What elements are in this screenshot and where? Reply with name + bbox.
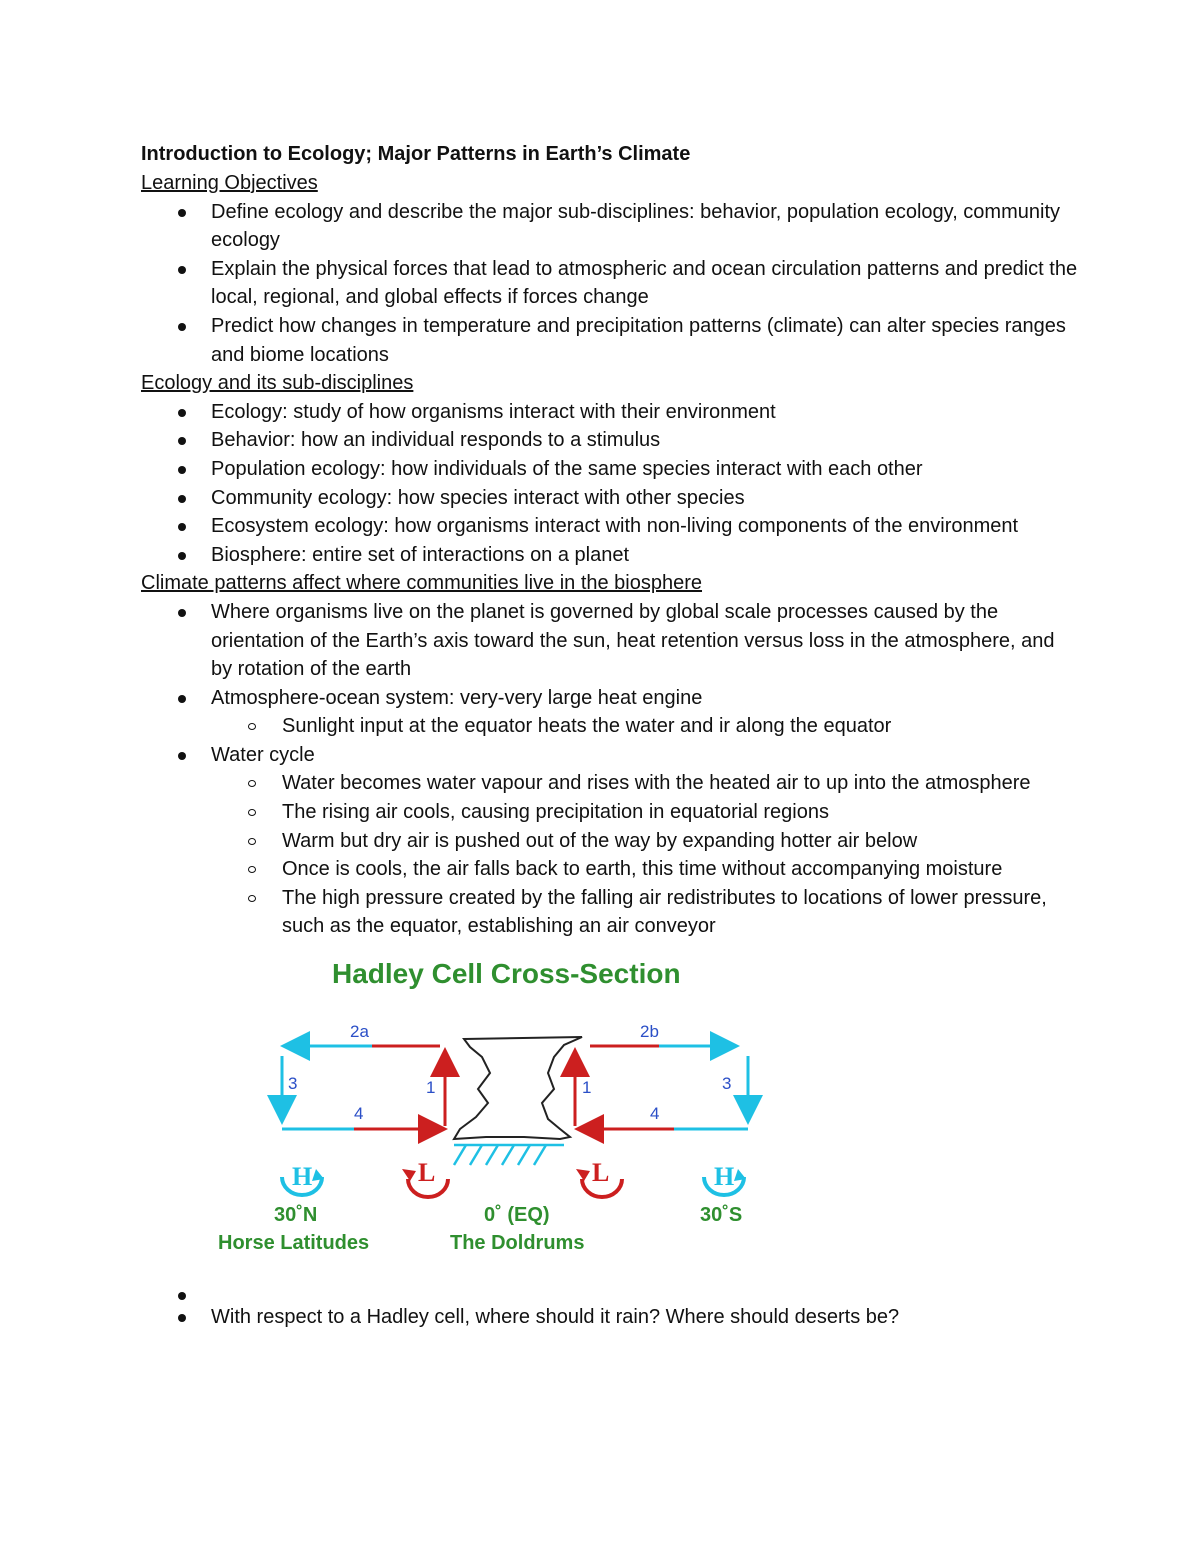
list-item-figure [141, 941, 1081, 1303]
svg-text:H: H [292, 1162, 313, 1192]
rain-icon [454, 1145, 564, 1165]
diagram-title: Hadley Cell Cross-Section [332, 958, 681, 990]
circle-bullet-icon [248, 838, 256, 845]
bullet-icon [178, 752, 186, 760]
list-item: With respect to a Hadley cell, where should it rain? Where should deserts be? [141, 1303, 1081, 1332]
bullet-icon [178, 695, 186, 703]
sub-list-item: Sunlight input at the equator heats the water and ir along the equator [211, 712, 1081, 741]
latitude-label-south: 30˚S [700, 1204, 743, 1227]
svg-text:L: L [592, 1158, 610, 1188]
label-3-left: 3 [288, 1074, 298, 1094]
bullet-icon [178, 495, 186, 503]
section-heading-climate: Climate patterns affect where communities live in the biosphere [141, 572, 703, 595]
sub-list-item: Once is cools, the air falls back to earth, this time without accompanying moisture [211, 855, 1081, 884]
bullet-icon [178, 466, 186, 474]
sub-list-item: The high pressure created by the falling air redistributes to locations of lower pressure, such as the equator, establishing an air conveyor [211, 884, 1081, 941]
list-item: Water cycle Water becomes water vapour and rises with the heated air to up into the atmosphere The rising air cools, causing precipitation in equatorial regions Warm but dry air is pushed out of the way by expanding hotter air below Once is cools, the air falls back to earth, this time without accompanying moisture The high pressure created by the falling air redistributes to locations of lower pressure, such as the equator, establishing an air conveyor [141, 741, 1081, 941]
subdisciplines-list [141, 398, 1081, 570]
list-item: Ecosystem ecology: how organisms interact with non-living components of the environment [141, 512, 1081, 541]
latitude-label-equator: 0˚ (EQ) [484, 1204, 550, 1227]
objectives-list [141, 198, 1081, 370]
climate-list [141, 598, 1081, 1332]
bullet-icon [178, 1292, 186, 1300]
hadley-cell-diagram [218, 941, 764, 1271]
bullet-icon [178, 609, 186, 617]
low-pressure-left-icon [402, 1158, 448, 1197]
document-title: Introduction to Ecology; Major Patterns in Earth’s Climate [141, 143, 691, 165]
list-item: Atmosphere-ocean system: very-very large heat engine Sunlight input at the equator heats the water and ir along the equator [141, 684, 1081, 741]
document-page [141, 139, 1081, 1332]
list-item: Where organisms live on the planet is governed by global scale processes caused by the orientation of the Earth’s axis toward the sun, heat retention versus loss in the atmosphere, and by rotation of the earth [141, 598, 1081, 684]
section-heading-objectives: Learning Objectives [141, 172, 318, 194]
list-item: Population ecology: how individuals of the same species interact with each other [141, 455, 1081, 484]
svg-text:H: H [714, 1162, 735, 1192]
sub-list [211, 712, 1081, 741]
high-pressure-left-icon [282, 1162, 324, 1195]
list-item: Community ecology: how species interact with other species [141, 484, 1081, 513]
label-4-right: 4 [650, 1104, 660, 1124]
sub-list-item: Water becomes water vapour and rises with the heated air to up into the atmosphere [211, 769, 1081, 798]
bullet-icon [178, 437, 186, 445]
label-2a: 2a [350, 1022, 369, 1042]
circle-bullet-icon [248, 895, 256, 902]
storm-cloud-icon [454, 1037, 582, 1139]
label-1-right: 1 [582, 1078, 592, 1098]
section-heading-subdisciplines: Ecology and its sub-disciplines [141, 372, 414, 395]
bullet-icon [178, 209, 186, 217]
list-item: Define ecology and describe the major sub-disciplines: behavior, population ecology, community ecology [141, 198, 1081, 255]
list-item: Predict how changes in temperature and precipitation patterns (climate) can alter species ranges and biome locations [141, 312, 1081, 369]
sub-list [211, 769, 1081, 941]
high-pressure-right-icon [704, 1162, 746, 1195]
circle-bullet-icon [248, 866, 256, 873]
bullet-icon [178, 552, 186, 560]
bullet-icon [178, 523, 186, 531]
svg-text:L: L [418, 1158, 436, 1188]
latitude-label-north: 30˚N [274, 1204, 318, 1227]
label-3-right: 3 [722, 1074, 732, 1094]
region-label-horse-latitudes: Horse Latitudes [218, 1232, 370, 1255]
label-4-left: 4 [354, 1104, 364, 1124]
circle-bullet-icon [248, 809, 256, 816]
label-2b: 2b [640, 1022, 659, 1042]
bullet-icon [178, 409, 186, 417]
list-item: Biosphere: entire set of interactions on a planet [141, 541, 1081, 570]
list-item: Explain the physical forces that lead to atmospheric and ocean circulation patterns and predict the local, regional, and global effects if forces change [141, 255, 1081, 312]
sub-list-item: The rising air cools, causing precipitation in equatorial regions [211, 798, 1081, 827]
low-pressure-right-icon [576, 1158, 622, 1197]
sub-list-item: Warm but dry air is pushed out of the way by expanding hotter air below [211, 827, 1081, 856]
list-item: Ecology: study of how organisms interact with their environment [141, 398, 1081, 427]
list-item: Behavior: how an individual responds to a stimulus [141, 426, 1081, 455]
circle-bullet-icon [248, 780, 256, 787]
region-label-doldrums: The Doldrums [450, 1232, 585, 1255]
bullet-icon [178, 266, 186, 274]
circle-bullet-icon [248, 723, 256, 730]
bullet-icon [178, 1314, 186, 1322]
bullet-icon [178, 323, 186, 331]
label-1-left: 1 [426, 1078, 436, 1098]
